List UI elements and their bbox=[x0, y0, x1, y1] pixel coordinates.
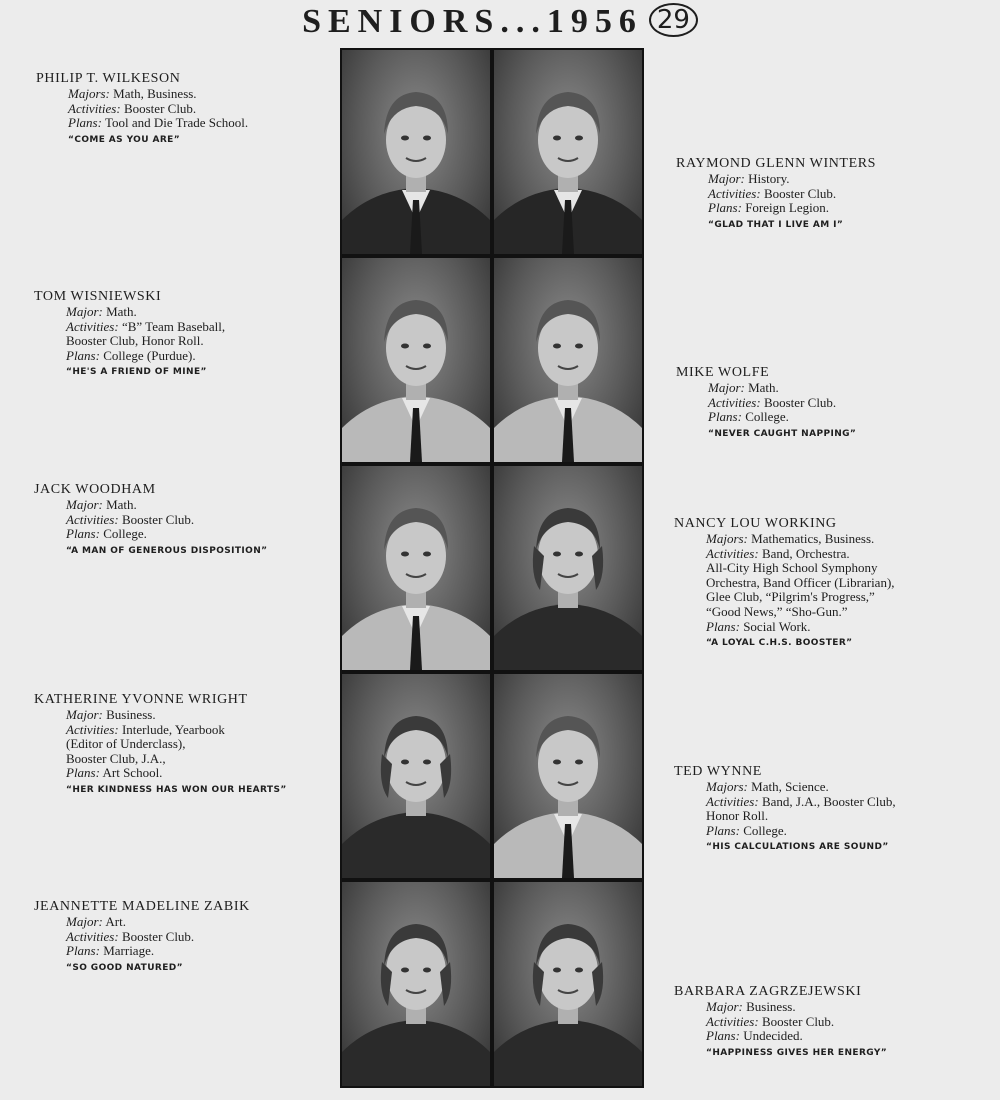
detail-line bbox=[66, 349, 334, 364]
detail-value: Math. bbox=[102, 497, 137, 512]
detail-line bbox=[68, 102, 336, 117]
detail-value: Booster Club. bbox=[120, 100, 197, 116]
senior-motto: “COME AS YOU ARE” bbox=[68, 134, 181, 145]
detail-label: Majors: bbox=[68, 86, 110, 101]
detail-line bbox=[66, 752, 334, 767]
detail-value: Tool and Die Trade School. bbox=[101, 115, 249, 131]
detail-value: Art. bbox=[102, 914, 126, 929]
detail-label: Activities: bbox=[66, 721, 119, 737]
senior-portrait bbox=[494, 674, 642, 878]
senior-portrait bbox=[342, 882, 490, 1086]
detail-label: Activities: bbox=[708, 185, 761, 201]
senior-motto: “SO GOOD NATURED” bbox=[66, 962, 183, 973]
senior-details bbox=[676, 172, 976, 216]
detail-line bbox=[706, 620, 974, 635]
detail-line bbox=[66, 930, 334, 945]
detail-label: Activities: bbox=[706, 1013, 759, 1029]
senior-entry bbox=[34, 481, 334, 557]
detail-label: Activities: bbox=[706, 545, 759, 561]
portrait-column bbox=[340, 48, 644, 1088]
detail-line bbox=[706, 605, 974, 620]
senior-details bbox=[34, 708, 334, 781]
detail-line bbox=[706, 590, 974, 605]
detail-value: (Editor of Underclass), bbox=[66, 736, 186, 752]
detail-line bbox=[66, 737, 334, 752]
detail-value: Math, Business. bbox=[109, 86, 197, 101]
detail-value: Booster Club. bbox=[758, 1013, 835, 1029]
detail-value: Booster Club. bbox=[118, 511, 195, 527]
senior-entry bbox=[36, 70, 336, 146]
senior-portrait bbox=[494, 258, 642, 462]
detail-line bbox=[706, 532, 974, 547]
detail-value: “Good News,” “Sho-Gun.” bbox=[706, 603, 848, 619]
senior-entry bbox=[34, 288, 334, 378]
detail-line bbox=[66, 708, 334, 723]
senior-entry bbox=[676, 155, 976, 231]
senior-details bbox=[34, 305, 334, 363]
detail-label: Activities: bbox=[66, 511, 119, 527]
detail-line bbox=[708, 410, 976, 425]
detail-value: “B” Team Baseball, bbox=[118, 318, 226, 334]
detail-value: Foreign Legion. bbox=[741, 200, 829, 216]
senior-entry bbox=[674, 515, 974, 649]
senior-details bbox=[34, 498, 334, 542]
detail-label: Activities: bbox=[66, 928, 119, 944]
senior-name: JACK WOODHAM bbox=[34, 482, 156, 497]
detail-line bbox=[706, 1000, 974, 1015]
senior-entry bbox=[34, 691, 334, 796]
senior-motto: “HIS CALCULATIONS ARE SOUND” bbox=[706, 842, 889, 853]
detail-value: College. bbox=[99, 526, 147, 542]
senior-name: TED WYNNE bbox=[674, 764, 762, 779]
detail-line bbox=[708, 201, 976, 216]
detail-value: College. bbox=[741, 409, 789, 425]
detail-value: Business. bbox=[102, 707, 156, 722]
senior-motto: “NEVER CAUGHT NAPPING” bbox=[708, 428, 857, 439]
senior-entry bbox=[674, 763, 974, 853]
senior-portrait bbox=[342, 674, 490, 878]
senior-entry bbox=[34, 898, 334, 974]
detail-value: Booster Club, Honor Roll. bbox=[66, 333, 204, 349]
detail-line bbox=[706, 561, 974, 576]
detail-line bbox=[66, 766, 334, 781]
senior-motto: “A MAN OF GENEROUS DISPOSITION” bbox=[66, 545, 268, 556]
senior-motto: “HER KINDNESS HAS WON OUR HEARTS” bbox=[66, 784, 287, 795]
detail-line bbox=[706, 576, 974, 591]
detail-value: Math, Science. bbox=[747, 779, 829, 794]
senior-motto: “HE'S A FRIEND OF MINE” bbox=[66, 367, 207, 378]
detail-label: Plans: bbox=[66, 526, 100, 542]
detail-label: Majors: bbox=[706, 779, 748, 794]
senior-entry bbox=[676, 364, 976, 440]
detail-value: Booster Club, J.A., bbox=[66, 750, 166, 766]
senior-portrait bbox=[494, 50, 642, 254]
detail-line bbox=[706, 547, 974, 562]
detail-value: Marriage. bbox=[99, 943, 155, 959]
senior-name: TOM WISNIEWSKI bbox=[34, 289, 162, 304]
detail-line bbox=[66, 513, 334, 528]
detail-label: Plans: bbox=[66, 943, 100, 959]
detail-value: Honor Roll. bbox=[706, 808, 769, 824]
detail-value: History. bbox=[744, 171, 790, 186]
detail-label: Major: bbox=[66, 304, 103, 319]
detail-value: Band, J.A., Booster Club, bbox=[758, 793, 896, 809]
detail-value: Glee Club, “Pilgrim's Progress,” bbox=[706, 589, 875, 605]
senior-details bbox=[34, 915, 334, 959]
detail-value: Undecided. bbox=[739, 1028, 803, 1044]
detail-label: Plans: bbox=[708, 409, 742, 425]
detail-line bbox=[66, 723, 334, 738]
detail-line bbox=[706, 809, 974, 824]
senior-name: RAYMOND GLENN WINTERS bbox=[676, 156, 877, 171]
detail-value: Social Work. bbox=[739, 618, 811, 634]
detail-value: Art School. bbox=[99, 765, 163, 781]
detail-value: Business. bbox=[742, 999, 796, 1014]
detail-line bbox=[66, 498, 334, 513]
senior-name: MIKE WOLFE bbox=[676, 365, 770, 380]
senior-name: PHILIP T. WILKESON bbox=[36, 71, 181, 86]
senior-portrait bbox=[494, 882, 642, 1086]
detail-line bbox=[708, 381, 976, 396]
detail-label: Activities: bbox=[68, 100, 121, 116]
detail-label: Activities: bbox=[708, 394, 761, 410]
detail-value: Math. bbox=[744, 380, 779, 395]
detail-line bbox=[708, 396, 976, 411]
detail-line bbox=[706, 795, 974, 810]
detail-line bbox=[66, 915, 334, 930]
detail-line bbox=[66, 320, 334, 335]
detail-label: Plans: bbox=[66, 347, 100, 363]
senior-motto: “HAPPINESS GIVES HER ENERGY” bbox=[706, 1047, 888, 1058]
detail-value: Booster Club. bbox=[760, 185, 837, 201]
detail-label: Majors: bbox=[706, 531, 748, 546]
detail-label: Plans: bbox=[708, 200, 742, 216]
senior-details bbox=[36, 87, 336, 131]
detail-line bbox=[706, 824, 974, 839]
detail-value: All-City High School Symphony bbox=[706, 560, 878, 576]
detail-line bbox=[68, 87, 336, 102]
senior-motto: “GLAD THAT I LIVE AM I” bbox=[708, 219, 844, 230]
senior-motto: “A LOYAL C.H.S. BOOSTER” bbox=[706, 638, 853, 649]
detail-label: Major: bbox=[66, 497, 103, 512]
detail-label: Plans: bbox=[68, 115, 102, 131]
detail-line bbox=[66, 944, 334, 959]
page-number: 29 bbox=[649, 3, 698, 37]
senior-name: KATHERINE YVONNE WRIGHT bbox=[34, 692, 248, 707]
senior-portrait bbox=[342, 50, 490, 254]
detail-value: Mathematics, Business. bbox=[747, 531, 875, 546]
detail-label: Plans: bbox=[66, 765, 100, 781]
senior-portrait bbox=[342, 466, 490, 670]
senior-name: BARBARA ZAGRZEJEWSKI bbox=[674, 984, 862, 999]
detail-value: Booster Club. bbox=[118, 928, 195, 944]
detail-line bbox=[68, 116, 336, 131]
detail-line bbox=[708, 187, 976, 202]
detail-line bbox=[706, 780, 974, 795]
detail-label: Major: bbox=[708, 171, 745, 186]
senior-name: JEANNETTE MADELINE ZABIK bbox=[34, 899, 250, 914]
detail-value: College. bbox=[739, 822, 787, 838]
detail-label: Major: bbox=[706, 999, 743, 1014]
detail-value: Band, Orchestra. bbox=[758, 545, 850, 561]
detail-label: Major: bbox=[708, 380, 745, 395]
detail-label: Activities: bbox=[706, 793, 759, 809]
detail-value: Interlude, Yearbook bbox=[118, 721, 225, 737]
detail-label: Major: bbox=[66, 914, 103, 929]
senior-portrait bbox=[342, 258, 490, 462]
senior-portrait bbox=[494, 466, 642, 670]
senior-details bbox=[674, 532, 974, 634]
detail-line bbox=[66, 334, 334, 349]
senior-details bbox=[674, 780, 974, 838]
detail-line bbox=[708, 172, 976, 187]
detail-value: Orchestra, Band Officer (Librarian), bbox=[706, 574, 895, 590]
senior-details bbox=[676, 381, 976, 425]
detail-label: Activities: bbox=[66, 318, 119, 334]
detail-label: Major: bbox=[66, 707, 103, 722]
page-title-text: SENIORS...1956 bbox=[302, 3, 643, 40]
detail-value: College (Purdue). bbox=[99, 347, 196, 363]
detail-line bbox=[66, 305, 334, 320]
page-title bbox=[0, 0, 1000, 44]
detail-line bbox=[66, 527, 334, 542]
detail-label: Plans: bbox=[706, 1028, 740, 1044]
detail-label: Plans: bbox=[706, 822, 740, 838]
detail-value: Math. bbox=[102, 304, 137, 319]
detail-line bbox=[706, 1029, 974, 1044]
senior-details bbox=[674, 1000, 974, 1044]
detail-line bbox=[706, 1015, 974, 1030]
senior-name: NANCY LOU WORKING bbox=[674, 516, 837, 531]
detail-label: Plans: bbox=[706, 618, 740, 634]
senior-entry bbox=[674, 983, 974, 1059]
detail-value: Booster Club. bbox=[760, 394, 837, 410]
